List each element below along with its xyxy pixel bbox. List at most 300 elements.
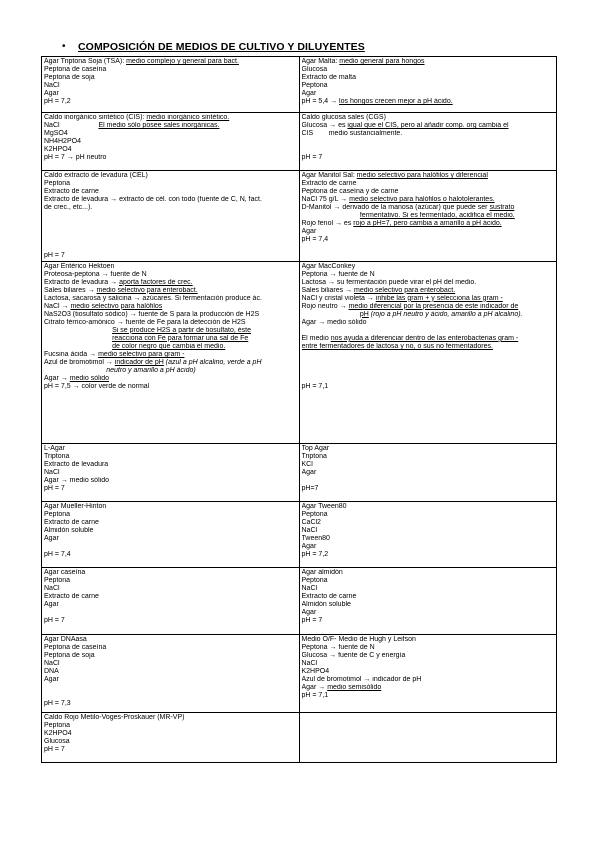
line-text: [302, 311, 360, 318]
line-text: pH = 7 → pH neutro: [44, 154, 107, 162]
line-text: Peptona → fuente de N: [301, 270, 375, 278]
media-line: [44, 351, 297, 359]
media-cell-right: [299, 261, 557, 443]
media-line: [302, 228, 555, 236]
media-line: [44, 244, 297, 252]
line-text: NaCl: [44, 584, 60, 592]
underlined-text: entre fermentadores de lactosa y no, o sus no fermentadores.: [301, 342, 493, 350]
media-line: [44, 343, 297, 351]
line-text: Agar MacConkey: [301, 262, 356, 270]
media-line: [302, 196, 555, 204]
media-row: [42, 634, 557, 712]
line-text: Peptona: [301, 510, 328, 518]
media-cell-right: [299, 712, 557, 762]
media-line: [302, 359, 555, 367]
line-text: K2HPO4: [44, 146, 72, 154]
media-row: [42, 443, 557, 501]
line-text: Agar almidón: [301, 568, 343, 576]
line-text: Peptona de soja: [44, 74, 95, 82]
media-name: [44, 503, 297, 511]
media-line: [302, 551, 555, 559]
media-line: [302, 146, 555, 154]
media-line: [302, 138, 555, 146]
media-line: [302, 279, 555, 287]
media-line: [302, 82, 555, 90]
line-text: Peptona de soja: [44, 651, 95, 659]
line-text: pH = 7,5 → color verde de normal: [44, 383, 150, 391]
media-cell-right: [299, 501, 557, 567]
line-text: pH = 7: [301, 616, 323, 624]
media-line: [44, 319, 297, 327]
line-text: Extracto de carne: [301, 180, 357, 188]
line-text: Triptona: [44, 452, 70, 460]
media-line: [44, 668, 297, 676]
media-line: [302, 535, 555, 543]
line-text: pH = 5,4 →: [301, 98, 340, 106]
line-text: pH = 7,4: [44, 550, 71, 558]
line-text: pH = 7: [301, 154, 323, 162]
media-line: [302, 122, 555, 130]
media-row: [42, 501, 557, 567]
media-line: [302, 692, 555, 700]
line-text: KCl: [301, 460, 313, 468]
media-cell-left: [42, 712, 300, 762]
line-text: Sales biliares →: [301, 286, 355, 294]
media-line: [44, 90, 297, 98]
media-line: [302, 453, 555, 461]
media-line: [302, 617, 555, 625]
media-line: [44, 82, 297, 90]
media-line: [302, 287, 555, 295]
line-text: Caldo extracto de levadura (CEL): [44, 172, 148, 179]
line-text: El medio: [301, 334, 331, 342]
line-text: Caldo inorgánico sintético (CIS):: [44, 114, 147, 121]
underlined-text: medio selectivo para halófilos y diferencial: [356, 172, 488, 179]
line-text: Peptona de caseína y de carne: [301, 188, 399, 196]
media-line: [302, 98, 555, 106]
media-line: [302, 220, 555, 228]
media-row: [42, 113, 557, 171]
line-text: NaCl: [44, 468, 60, 476]
line-text: Agar: [44, 90, 59, 98]
media-line: [44, 188, 297, 196]
media-table: [41, 56, 557, 763]
media-line: [302, 66, 555, 74]
line-text: Lactosa → su fermentación puede virar el pH del medio.: [301, 278, 477, 286]
line-text: Glucosa: [44, 737, 70, 745]
underlined-text: sustrato: [489, 204, 515, 212]
line-text: CIS: [301, 130, 314, 138]
media-line: [44, 543, 297, 551]
media-table-body: [42, 57, 557, 763]
media-line: [302, 469, 555, 477]
line-text: [60, 122, 99, 129]
underlined-text: rojo a pH=7, pero cambia a amarillo a pH ácido.: [353, 220, 502, 228]
line-text: Rojo neutro →: [301, 302, 349, 310]
line-text: Agar Triptona Soja (TSA):: [44, 58, 127, 65]
line-text: Agar Mueller-Hinton: [44, 502, 107, 510]
media-name: [44, 114, 297, 122]
media-line: [44, 383, 297, 391]
underlined-text: medio selectivo para halófilos: [70, 302, 163, 310]
media-line: [44, 311, 297, 319]
media-line: [302, 311, 555, 319]
line-text: Almidón soluble: [44, 526, 94, 534]
line-text: pH = 7: [44, 252, 65, 260]
underlined-text: reacciona con Fe para formar una sal de Fe: [112, 334, 249, 342]
line-text: [302, 212, 360, 219]
media-line: [44, 327, 297, 335]
italic-note: (rojo a pH neutro y ácido, amarillo a pH alcalino).: [368, 310, 523, 318]
underlined-text: Si se produce H2S a partir de tiosulfato, éste: [112, 326, 251, 334]
media-line: [44, 279, 297, 287]
underlined-text: medio sólido: [69, 375, 109, 383]
media-line: [44, 335, 297, 343]
media-line: [302, 212, 555, 220]
line-text: D-Manitol → derivado de la manosa (azúcar) que puede ser: [301, 204, 490, 212]
media-row: [42, 567, 557, 634]
underlined-text: medio selectivo para halófilos o halotolerantes.: [349, 196, 495, 204]
media-line: [44, 154, 297, 162]
media-line: [44, 485, 297, 493]
media-row: [42, 712, 557, 762]
media-line: [44, 692, 297, 700]
media-line: [44, 180, 297, 188]
media-name: [302, 263, 555, 271]
media-line: [44, 700, 297, 708]
media-line: [302, 383, 555, 391]
media-row: [42, 57, 557, 113]
media-line: [44, 511, 297, 519]
line-text: Almidón soluble: [301, 600, 351, 608]
line-text: Top Agar: [301, 444, 330, 452]
line-text: NaCl 75 g/L →: [301, 196, 350, 204]
line-text: Agar: [301, 228, 317, 236]
media-line: [302, 660, 555, 668]
line-text: DNA: [44, 667, 59, 675]
media-row: [42, 261, 557, 443]
media-line: [302, 676, 555, 684]
line-text: [44, 335, 112, 342]
media-line: [302, 351, 555, 359]
media-line: [44, 130, 297, 138]
media-line: [44, 359, 297, 367]
line-text: Agar: [301, 468, 317, 476]
media-line: [44, 601, 297, 609]
line-text: Extracto de carne: [44, 188, 99, 196]
media-line: [302, 236, 555, 244]
line-text: Agar: [301, 542, 317, 550]
line-text: Peptona de caseína: [44, 643, 107, 651]
line-text: pH = 7,2: [301, 550, 329, 558]
media-line: [302, 477, 555, 485]
media-cell-left: [42, 567, 300, 634]
media-line: [44, 122, 297, 130]
line-text: [44, 327, 112, 334]
line-text: NaCl: [301, 584, 318, 592]
line-text: Extracto de carne: [44, 592, 99, 600]
media-row: [42, 171, 557, 262]
media-line: [302, 644, 555, 652]
line-text: Agar →: [44, 375, 70, 383]
line-text: Peptona: [44, 576, 71, 584]
media-line: [44, 212, 297, 220]
media-line: [302, 577, 555, 585]
line-text: Extracto de levadura →: [44, 278, 120, 286]
media-line: [302, 652, 555, 660]
media-line: [302, 485, 555, 493]
line-text: Agar Tween80: [301, 502, 347, 510]
page-title: [62, 41, 365, 53]
line-text: Agar: [301, 608, 317, 616]
media-name: [302, 114, 555, 122]
line-text: Agar: [301, 90, 317, 98]
media-line: [44, 644, 297, 652]
line-text: Extracto de malta: [301, 74, 356, 82]
media-line: [44, 722, 297, 730]
line-text: Peptona: [44, 721, 71, 729]
media-cell-left: [42, 443, 300, 501]
media-name: [302, 636, 555, 644]
line-text: [44, 367, 106, 374]
media-name: [44, 714, 297, 722]
line-text: Peptona: [44, 180, 71, 188]
media-line: [302, 271, 555, 279]
line-text: CaCl2: [301, 518, 321, 526]
line-text: Peptona: [301, 82, 328, 90]
media-line: [44, 375, 297, 383]
media-line: [44, 609, 297, 617]
media-name: [44, 172, 297, 180]
media-line: [44, 652, 297, 660]
underlined-text: medio semisólido: [327, 683, 382, 691]
media-line: [44, 660, 297, 668]
media-name: [44, 569, 297, 577]
media-line: [44, 551, 297, 559]
media-line: [44, 252, 297, 260]
line-text: Agar: [44, 675, 59, 683]
media-line: [44, 593, 297, 601]
media-line: [44, 204, 297, 212]
media-name: [302, 172, 555, 180]
media-line: [302, 327, 555, 335]
media-line: [44, 220, 297, 228]
media-line: [44, 477, 297, 485]
media-cell-right: [299, 57, 557, 113]
media-cell-left: [42, 57, 300, 113]
media-line: [302, 90, 555, 98]
line-text: pH = 7: [44, 484, 65, 492]
line-text: pH = 7,4: [301, 236, 329, 244]
line-text: pH = 7,3: [44, 699, 71, 707]
media-line: [44, 469, 297, 477]
media-line: [302, 585, 555, 593]
line-text: Peptona: [301, 576, 328, 584]
media-name: [44, 445, 297, 453]
line-text: Lactosa, sacarosa y salicina → azúcares. Si fermentación produce ác.: [44, 294, 262, 302]
media-line: [302, 204, 555, 212]
media-line: [302, 601, 555, 609]
line-text: Agar Malta:: [301, 58, 340, 65]
line-text: Agar → medio sólido: [44, 476, 109, 484]
media-line: [302, 609, 555, 617]
line-text: pH=7: [301, 484, 319, 492]
title-bullet: •: [62, 41, 66, 52]
line-text: Peptona: [44, 510, 71, 518]
line-text: Glucosa → fuente de C y energía: [301, 651, 406, 659]
media-name: [302, 445, 555, 453]
line-text: NaCl: [301, 659, 318, 667]
line-text: K2HPO4: [301, 667, 330, 675]
line-text: Extracto de carne: [44, 518, 99, 526]
line-text: NaCl: [44, 122, 60, 130]
media-cell-left: [42, 113, 300, 171]
media-line: [302, 684, 555, 692]
line-text: Extracto de levadura → extracto de cél. con todo (fuente de C, N, fact.: [44, 196, 262, 204]
media-line: [44, 453, 297, 461]
underlined-text: El medio sólo posee sales inorgánicas.: [98, 122, 220, 130]
line-text: Peptona → fuente de N: [301, 643, 375, 651]
underlined-text: medio selectivo para gram -: [98, 351, 185, 359]
underlined-text: medio complejo y general para bact.: [126, 58, 239, 65]
media-line: [44, 585, 297, 593]
media-line: [44, 367, 297, 375]
media-line: [44, 98, 297, 106]
media-line: [302, 367, 555, 375]
line-text: Agar →: [301, 683, 328, 691]
line-text: Agar caseína: [44, 568, 86, 576]
media-line: [302, 343, 555, 351]
italic-note: neutro y amarillo a pH ácido): [106, 367, 196, 375]
media-line: [302, 319, 555, 327]
media-line: [302, 519, 555, 527]
line-text: NaS2O3 (tiosulfato sódico) → fuente de S para la producción de H2S: [44, 310, 260, 318]
line-text: NaCl: [301, 526, 318, 534]
line-text: Caldo Rojo Metilo-Voges-Proskauer (MR-VP): [44, 713, 185, 721]
line-text: L-Agar: [44, 444, 66, 452]
media-line: [302, 154, 555, 162]
underlined-text: medio inorgánico sintético.: [146, 114, 230, 121]
media-line: [44, 461, 297, 469]
line-text: [44, 343, 112, 350]
media-line: [302, 180, 555, 188]
media-line: [44, 66, 297, 74]
line-text: NH4H2PO4: [44, 138, 81, 146]
media-line: [302, 188, 555, 196]
line-text: K2HPO4: [44, 729, 72, 737]
media-cell-right: [299, 171, 557, 262]
media-line: [302, 511, 555, 519]
media-cell-right: [299, 443, 557, 501]
media-line: [302, 668, 555, 676]
media-line: [44, 535, 297, 543]
line-text: Agar: [44, 534, 59, 542]
italic-note: (azul a pH alcalino, verde a pH: [163, 359, 262, 367]
underlined-text: indicador de pH: [114, 359, 164, 367]
media-name: [44, 263, 297, 271]
media-line: [44, 196, 297, 204]
media-cell-right: [299, 113, 557, 171]
media-line: [302, 543, 555, 551]
line-text: pH = 7: [44, 745, 65, 753]
media-cell-left: [42, 501, 300, 567]
line-text: Azul de bromotimol →: [44, 359, 115, 367]
line-text: Agar Manitol Sal:: [301, 172, 357, 179]
page-title-text: COMPOSICIÓN DE MEDIOS DE CULTIVO Y DILUYENTES: [78, 41, 365, 53]
media-line: [302, 74, 555, 82]
line-text: MgSO4: [44, 130, 68, 138]
line-text: pH = 7: [44, 616, 65, 624]
media-line: [44, 287, 297, 295]
line-text: Agar Entérico Hektoen: [44, 262, 115, 270]
line-text: Extracto de levadura: [44, 460, 109, 468]
media-line: [44, 730, 297, 738]
line-text: Agar: [44, 600, 59, 608]
underlined-text: pH: [359, 310, 369, 318]
media-cell-left: [42, 171, 300, 262]
underlined-text: medio diferencial por la presencia de este indicador de: [348, 302, 519, 310]
media-line: [44, 746, 297, 754]
media-cell-left: [42, 634, 300, 712]
media-name: [302, 569, 555, 577]
line-text: Agar DNAasa: [44, 635, 87, 643]
media-line: [44, 617, 297, 625]
line-text: Rojo fenol → es: [301, 220, 354, 228]
line-text: NaCl: [44, 659, 60, 667]
line-text: Citrato férrico-amónico → fuente de Fe para la detección de H2S: [44, 318, 246, 326]
line-text: Tween80: [301, 534, 330, 542]
line-text: Extracto de carne: [301, 592, 357, 600]
media-line: [302, 295, 555, 303]
media-cell-left: [42, 261, 300, 443]
underlined-text: igual que el CIS, pero al añadir comp. org cambia el: [347, 122, 509, 130]
media-line: [44, 295, 297, 303]
underlined-text: nos ayuda a diferenciar dentro de las enterobacterias gram -: [330, 334, 519, 342]
line-text: NaCl y cristal violeta →: [301, 294, 376, 302]
media-line: [44, 236, 297, 244]
media-line: [302, 130, 555, 138]
line-text: Glucosa: [301, 66, 328, 74]
media-name: [302, 58, 555, 66]
line-text: Fucsina ácida →: [44, 351, 99, 359]
media-line: [44, 738, 297, 746]
media-name: [44, 636, 297, 644]
line-text: pH = 7,1: [301, 383, 329, 391]
media-cell-right: [299, 634, 557, 712]
underlined-text: de color negro que cambia el medio.: [112, 342, 226, 350]
line-text: Caldo glucosa sales (CGS): [301, 114, 386, 121]
media-line: [44, 146, 297, 154]
line-text: Proteosa-peptona → fuente de N: [44, 270, 147, 278]
underlined-text: los hongos crecen mejor a pH ácido.: [339, 98, 453, 106]
media-line: [302, 527, 555, 535]
line-text: Medio O/F- Medio de Hugh y Leifson: [301, 635, 416, 643]
media-line: [302, 461, 555, 469]
media-line: [302, 593, 555, 601]
line-text: NaCl: [44, 82, 60, 90]
line-text: Agar → medio sólido: [301, 318, 367, 326]
underlined-text: aporta factores de crec.: [119, 278, 193, 286]
media-name: [44, 58, 297, 66]
media-line: [302, 335, 555, 343]
media-line: [44, 684, 297, 692]
line-text: pH = 7,1: [301, 691, 329, 699]
media-line: [44, 519, 297, 527]
media-line: [44, 527, 297, 535]
line-text: Triptona: [301, 452, 327, 460]
underlined-text: medio selectivo para enterobact.: [354, 286, 456, 294]
line-text: Glucosa → es: [301, 122, 348, 130]
